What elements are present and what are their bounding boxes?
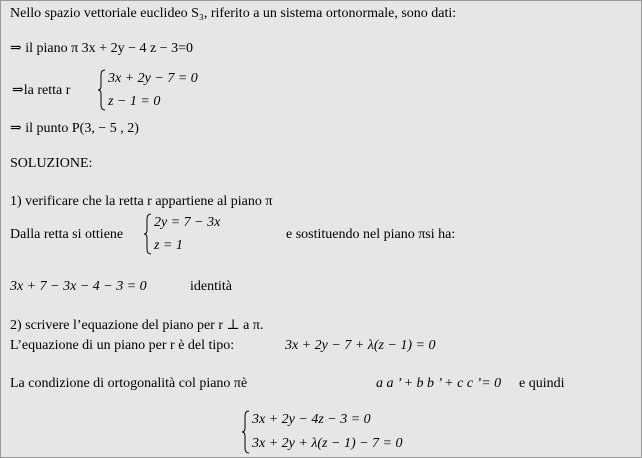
final-system [242, 410, 442, 454]
identity-equation: 3x + 7 − 3x − 4 − 3 = 0 [10, 279, 147, 294]
identity-label: identità [190, 279, 232, 294]
step1-substitution-text: e sostituendo nel piano πsi ha: [286, 227, 456, 242]
left-brace-icon [144, 213, 152, 255]
step1-equation-1: 2y = 7 − 3x [154, 215, 221, 230]
line-label: ⇒la retta r [12, 83, 71, 98]
left-brace-icon [242, 410, 250, 454]
step2-title: 2) scrivere l’equazione del piano per r ⊥ a π. [10, 318, 264, 333]
line-equation-2: z − 1 = 0 [108, 94, 161, 109]
step1-text: Dalla retta si ottiene [10, 227, 124, 242]
step2-text: L’equazione di un piano per r è del tipo: [10, 338, 235, 353]
step1-equation-2: z = 1 [154, 238, 183, 253]
orthogonality-after: e quindi [519, 376, 565, 391]
line-equation-1: 3x + 2y − 7 = 0 [108, 71, 198, 86]
step1-title: 1) verificare che la retta r appartiene al piano π [10, 194, 273, 209]
orthogonality-text: La condizione di ortogonalità col piano πè [10, 376, 248, 391]
pencil-equation: 3x + 2y − 7 + λ(z − 1) = 0 [285, 338, 436, 353]
solution-heading: SOLUZIONE: [10, 156, 93, 171]
final-equation-1: 3x + 2y − 4z − 3 = 0 [252, 412, 371, 427]
left-brace-icon [98, 69, 106, 111]
final-equation-2: 3x + 2y + λ(z − 1) − 7 = 0 [252, 436, 403, 451]
line-system [98, 69, 228, 111]
plane-definition: ⇒ il piano π 3x + 2y − 4 z − 3=0 [10, 41, 193, 56]
step1-system [144, 213, 274, 255]
intro-text: Nello spazio vettoriale euclideo S₃, riferito a un sistema ortonormale, sono dati: [10, 6, 457, 21]
point-definition: ⇒ il punto P(3, − 5 , 2) [10, 121, 139, 136]
orthogonality-formula: a a ’ + b b ’ + c c ’= 0 [376, 376, 502, 391]
